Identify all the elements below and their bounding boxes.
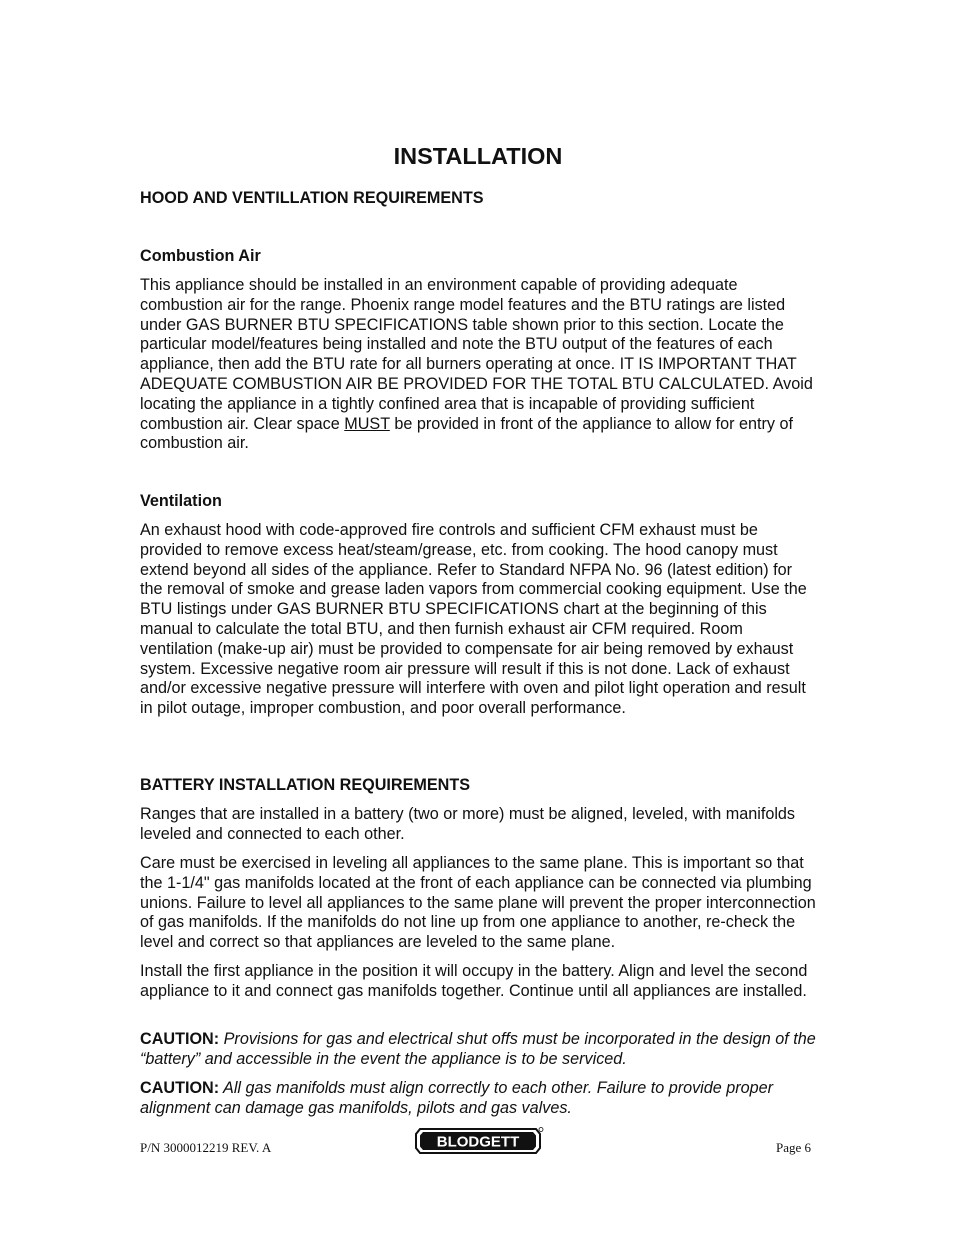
caution-1-label: CAUTION:: [140, 1030, 220, 1048]
paragraph-battery-3: Install the first appliance in the position it will occupy in the battery. Align and level the second appliance to it and connect gas manifolds together. Continue until all appliances are installed.: [140, 962, 808, 1000]
subheading-combustion-air: Combustion Air: [140, 247, 261, 265]
blodgett-logo: [412, 1126, 544, 1156]
page-title: INSTALLATION: [393, 143, 563, 169]
caution-2-label: CAUTION:: [140, 1079, 220, 1097]
footer-part-number: P/N 3000012219 REV. A: [140, 1140, 272, 1155]
section-heading-hood-ventilation: HOOD AND VENTILLATION REQUIREMENTS: [140, 189, 484, 207]
section-heading-battery: BATTERY INSTALLATION REQUIREMENTS: [140, 776, 471, 794]
combustion-text-part-b: be provided in front of the appliance to allow for entry of combustion air.: [140, 414, 793, 453]
caution-1: [140, 1030, 816, 1070]
paragraph-battery-1: Ranges that are installed in a battery (two or more) must be aligned, leveled, with manifolds leveled and connected to each other.: [140, 805, 796, 843]
combustion-text-must: MUST: [344, 414, 390, 433]
footer-page-number: Page 6: [776, 1140, 812, 1155]
caution-2-text: All gas manifolds must align correctly to each other. Failure to provide proper alignment can damage gas manifolds, pilots and gas valves.: [140, 1079, 774, 1117]
paragraph-combustion-air: [140, 276, 816, 454]
paragraph-battery-2: Care must be exercised in leveling all appliances to the same plane. This is important so that the 1-1/4" gas manifolds located at the front of each appliance can be connected via plumbing unions. Failure to level all appliances to the same plane will prevent the proper interconnection of gas manifolds. If the manifolds do not line up from one appliance to another, re-check the level and correct so that appliances are leveled to the same plane.: [140, 854, 816, 952]
caution-1-text: Provisions for gas and electrical shut offs must be incorporated in the design of the “battery” and accessible in the event the appliance is to be serviced.: [140, 1030, 816, 1068]
subheading-ventilation: Ventilation: [140, 492, 222, 510]
combustion-text-part-a: This appliance should be installed in an environment capable of providing adequate combustion air for the range. Phoenix range model features and the BTU ratings are listed under GAS BURNER BTU SPECIFICATIONS table shown prior to this section. Locate the particular model/features being installed and note the BTU output of the features of each appliance, then add the BTU rate for all burners operating at once. IT IS IMPORTANT THAT ADEQUATE COMBUSTION AIR BE PROVIDED FOR THE TOTAL BTU CALCULATED. Avoid locating the appliance in a tightly confined area that is incapable of providing sufficient combustion air. Clear space: [140, 276, 813, 433]
logo-text: BLODGETT: [436, 1133, 520, 1151]
caution-2: [140, 1079, 816, 1119]
paragraph-ventilation: An exhaust hood with code-approved fire controls and sufficient CFM exhaust must be provided to remove excess heat/steam/grease, etc. from cooking. The hood canopy must extend beyond all sides of the appliance. Refer to Standard NFPA No. 96 (latest edition) for the removal of smoke and grease laden vapors from commercial cooking equipment. Use the BTU listings under GAS BURNER BTU SPECIFICATIONS chart at the beginning of this manual to calculate the total BTU, and then furnish exhaust air CFM required. Room ventilation (make-up air) must be provided to compensate for air being removed by exhaust system. Excessive negative room air pressure will result if this is not done. Lack of exhaust and/or excessive negative pressure will interfere with oven and pilot light operation and result in pilot outage, improper combustion, and poor overall performance.: [140, 521, 807, 718]
